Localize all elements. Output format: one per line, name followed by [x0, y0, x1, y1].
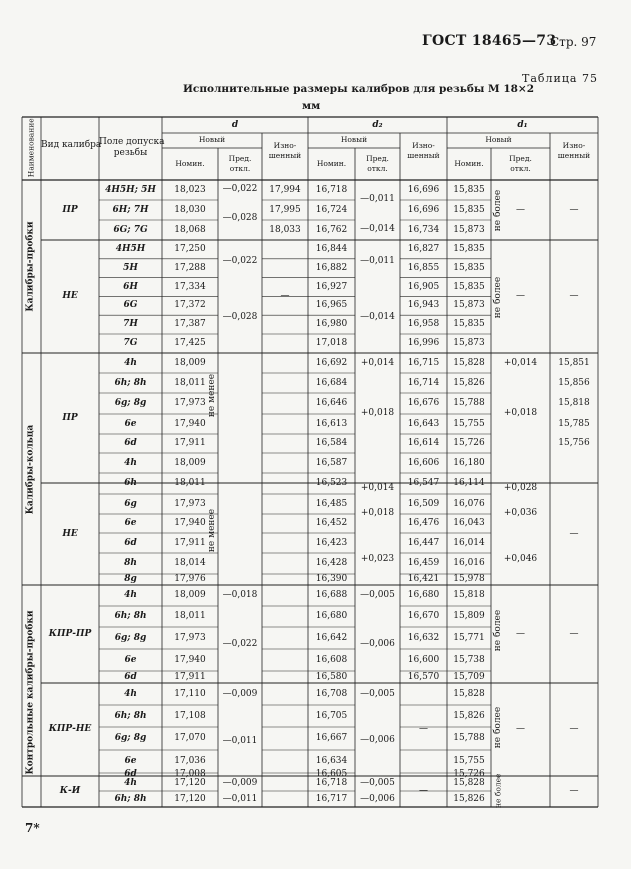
d1-nominal: 16,076 — [453, 498, 485, 509]
d1-nominal: 15,835 — [453, 262, 485, 273]
tolerance-cell: 6h; 8h — [114, 710, 147, 721]
d2-deviation: +0,014 — [360, 357, 395, 368]
d2-deviation: +0,023 — [360, 553, 395, 564]
footer-mark: 7* — [25, 821, 40, 835]
d-deviation: —0,022 — [222, 255, 258, 266]
dash-cell: — — [569, 786, 579, 796]
d2-worn: 16,421 — [407, 574, 440, 584]
d1-nominal: 15,818 — [453, 590, 485, 600]
col-header-name: Наименование — [26, 118, 36, 178]
units-label: мм — [302, 100, 321, 112]
d2-worn: 16,509 — [407, 498, 440, 509]
table-label: Таблица 75 — [522, 72, 598, 85]
d2-worn: 16,606 — [407, 457, 440, 468]
d-deviation: —0,022 — [222, 184, 258, 194]
kind-label: ПР — [62, 412, 78, 423]
d2-nominal: 16,680 — [315, 611, 348, 621]
d1-deviation: +0,036 — [503, 508, 538, 518]
group-label: Калибры-кольца — [25, 424, 36, 514]
tolerance-cell: 6e — [124, 418, 137, 429]
d-nominal: 17,911 — [174, 537, 206, 548]
d2-nominal: 16,717 — [315, 793, 348, 804]
group-label: Контрольные калибры-пробки — [25, 609, 36, 775]
d2-nominal: 16,980 — [315, 319, 348, 330]
kind-label: НЕ — [62, 291, 78, 301]
d1-deviation: +0,018 — [503, 407, 538, 418]
d2-deviation: —0,005 — [360, 778, 395, 788]
d-nominal: 17,911 — [174, 671, 206, 682]
tolerance-cell: 8h — [124, 558, 137, 568]
tolerance-cell: 6d — [124, 537, 137, 548]
d1-nominal: 15,738 — [453, 654, 485, 665]
dash-cell: — — [516, 724, 525, 734]
d-nominal: 17,973 — [174, 398, 206, 408]
dash-cell: — — [516, 628, 525, 639]
d1-worn: 15,856 — [558, 377, 590, 388]
col-header-d: d — [231, 119, 239, 130]
d-nominal: 17,120 — [174, 793, 206, 804]
tolerance-cell: 4h — [124, 688, 137, 699]
d1-nominal: 15,873 — [453, 338, 485, 348]
page-number: Стр. 97 — [550, 35, 597, 49]
d2-worn: 16,714 — [407, 377, 440, 388]
d-deviation: —0,011 — [222, 793, 258, 804]
d-nominal: 17,940 — [174, 518, 206, 528]
d2-nominal: 16,428 — [315, 558, 348, 568]
d2-nominal: 16,587 — [315, 457, 348, 468]
d1-nominal: 15,978 — [453, 574, 485, 584]
d1-nominal: 15,809 — [453, 611, 485, 621]
col-header-new: Новый — [198, 135, 226, 144]
kind-label: КПР-ПР — [48, 628, 92, 639]
kind-label: К-И — [59, 786, 81, 796]
d1-nominal: 15,826 — [453, 377, 485, 388]
d-nominal: 17,036 — [174, 756, 206, 766]
note-not-more: не более — [493, 773, 502, 808]
d2-deviation: —0,006 — [360, 793, 395, 804]
tolerance-cell: 4H5H; 5H — [105, 184, 156, 195]
tolerance-cell: 6e — [124, 654, 137, 665]
d2-worn: 16,476 — [407, 518, 440, 528]
d1-nominal: 15,828 — [453, 688, 485, 699]
d-nominal: 18,009 — [174, 357, 206, 368]
tolerance-cell: 6g — [124, 498, 137, 509]
tolerance-cell: 6h; 8h — [114, 611, 147, 621]
d1-nominal: 15,835 — [453, 319, 485, 330]
tolerance-cell: 6e — [124, 756, 137, 766]
d2-worn: 16,643 — [407, 418, 440, 429]
d2-deviation: —0,006 — [360, 639, 395, 649]
tolerance-cell: 6g; 8g — [114, 398, 147, 408]
d-nominal: 17,973 — [174, 498, 206, 509]
col-header-dev-2: откл. — [510, 163, 531, 173]
dash-cell: — — [419, 786, 428, 796]
d2-worn: 16,600 — [407, 654, 440, 665]
d2-nominal: 16,646 — [315, 398, 348, 408]
tolerance-cell: 6G; 7G — [113, 224, 148, 235]
d-nominal: 17,911 — [174, 438, 206, 448]
d1-nominal: 15,788 — [453, 733, 485, 743]
d1-deviation: +0,028 — [503, 483, 538, 493]
d2-nominal: 16,965 — [315, 300, 348, 311]
col-header-nom: Номин. — [175, 158, 205, 168]
d1-nominal: 15,835 — [453, 184, 485, 195]
d-nominal: 17,334 — [174, 281, 206, 292]
dash-cell: — — [280, 291, 290, 301]
col-header-worn-2: шенный — [268, 150, 302, 160]
d-nominal: 18,011 — [174, 478, 206, 488]
d-nominal: 17,120 — [174, 778, 206, 788]
d-nominal: 17,070 — [174, 733, 206, 743]
col-header-worn-2: шенный — [557, 150, 591, 160]
d1-nominal: 15,755 — [453, 418, 485, 429]
d-nominal: 18,009 — [174, 457, 206, 468]
d1-nominal: 15,726 — [453, 769, 485, 779]
d2-worn: 16,447 — [407, 537, 440, 548]
d-worn: 17,995 — [269, 204, 301, 215]
d2-nominal: 16,390 — [315, 574, 348, 584]
d-nominal: 18,011 — [174, 377, 206, 388]
d1-nominal: 15,755 — [453, 756, 485, 766]
d1-nominal: 15,835 — [453, 243, 485, 254]
d2-nominal: 16,724 — [315, 204, 348, 215]
d2-worn: 16,459 — [407, 558, 440, 568]
d2-worn: 16,734 — [407, 224, 440, 235]
d1-nominal: 15,873 — [453, 224, 485, 235]
d2-worn: 16,676 — [407, 398, 440, 408]
col-header-dev: Пред. — [509, 153, 532, 163]
d2-nominal: 16,605 — [315, 769, 348, 779]
d1-nominal: 16,014 — [453, 537, 485, 548]
d2-nominal: 16,423 — [315, 537, 348, 548]
d-nominal: 18,011 — [174, 611, 206, 621]
d1-worn: 15,818 — [558, 398, 590, 408]
d-nominal: 17,008 — [174, 769, 206, 779]
d-deviation: —0,022 — [222, 639, 258, 649]
d2-nominal: 16,642 — [315, 632, 348, 643]
tolerance-cell: 5H — [123, 262, 138, 273]
tolerance-cell: 6H; 7H — [112, 204, 149, 215]
dash-cell: — — [569, 528, 579, 539]
d1-nominal: 16,180 — [453, 457, 485, 468]
d1-nominal: 15,726 — [453, 438, 485, 448]
dash-cell: — — [569, 291, 579, 301]
tolerance-cell: 4h — [124, 357, 137, 368]
d1-nominal: 15,771 — [453, 632, 485, 643]
kind-label: КПР-НЕ — [48, 724, 92, 734]
col-header-nom: Номин. — [454, 158, 484, 168]
col-header-kind: Вид калибра — [41, 139, 102, 150]
note-not-less: не менее — [206, 508, 217, 552]
d1-nominal: 15,835 — [453, 204, 485, 215]
d1-nominal: 15,709 — [453, 671, 485, 682]
tolerance-cell: 6H — [123, 281, 138, 292]
d2-worn: 16,632 — [407, 632, 440, 643]
col-header-worn: Изно- — [562, 140, 586, 150]
d2-deviation: +0,018 — [360, 407, 395, 418]
d2-nominal: 16,613 — [315, 418, 348, 429]
tolerance-cell: 6d — [124, 671, 137, 682]
d-deviation: —0,018 — [222, 590, 258, 600]
tolerance-cell: 7H — [123, 319, 138, 330]
d1-nominal: 15,828 — [453, 778, 485, 788]
kind-label: НЕ — [62, 528, 78, 539]
d-nominal: 17,250 — [174, 243, 206, 254]
tolerance-cell: 4h — [124, 457, 137, 468]
note-not-more: не более — [492, 276, 503, 318]
d2-nominal: 16,762 — [315, 224, 348, 235]
d-nominal: 17,110 — [174, 688, 206, 699]
tolerance-cell: 6e — [124, 518, 137, 528]
col-header-dev: Пред. — [366, 153, 389, 163]
col-header-tol-2: резьбы — [113, 147, 148, 158]
d-deviation: —0,009 — [222, 689, 258, 699]
group-label: Калибры-пробки — [25, 220, 36, 312]
d2-deviation: —0,005 — [360, 688, 395, 699]
d2-worn: 16,547 — [407, 478, 440, 488]
dash-cell: — — [569, 204, 579, 215]
standard-number: ГОСТ 18465—73 — [422, 33, 557, 49]
tolerance-cell: 6g; 8g — [114, 632, 147, 643]
d1-nominal: 15,873 — [453, 300, 485, 311]
d-nominal: 17,108 — [174, 710, 206, 721]
d1-deviation: +0,014 — [503, 357, 538, 368]
d2-worn: 16,715 — [407, 357, 440, 368]
col-header-dev: Пред. — [228, 153, 252, 163]
d2-worn: 16,680 — [407, 590, 440, 600]
tolerance-cell: 7G — [123, 338, 138, 348]
d-deviation: —0,028 — [222, 312, 258, 322]
col-header-d1: d₁ — [517, 119, 528, 130]
note-not-more: не более — [492, 609, 503, 651]
col-header-worn-2: шенный — [407, 150, 440, 160]
d2-nominal: 17,018 — [315, 338, 348, 348]
d2-deviation: —0,014 — [360, 312, 395, 322]
tolerance-cell: 6G — [123, 300, 138, 311]
d2-worn: 16,570 — [407, 671, 440, 682]
d1-nominal: 16,114 — [453, 478, 485, 488]
col-header-dev-2: откл. — [367, 163, 388, 173]
d2-worn: 16,943 — [407, 300, 440, 311]
d1-nominal: 16,016 — [453, 558, 485, 568]
d2-nominal: 16,882 — [315, 262, 348, 273]
d1-nominal: 16,043 — [453, 518, 485, 528]
d2-nominal: 16,584 — [315, 438, 348, 448]
d2-deviation: —0,005 — [360, 590, 395, 600]
col-header-new: Новый — [340, 135, 368, 144]
d2-worn: 16,827 — [407, 243, 440, 254]
d2-worn: 16,958 — [407, 319, 440, 330]
d1-worn: 15,785 — [558, 418, 590, 429]
d2-worn: 16,670 — [407, 611, 440, 621]
col-header-dev-2: откл. — [229, 163, 251, 173]
d-deviation: —0,028 — [222, 213, 258, 223]
d2-nominal: 16,452 — [315, 518, 348, 528]
d2-nominal: 16,718 — [315, 184, 348, 195]
d2-worn: 16,614 — [407, 438, 440, 448]
table-title: Исполнительные размеры калибров для резьбы М 18×2 — [183, 83, 535, 95]
tolerance-cell: 8g — [124, 574, 137, 584]
d2-nominal: 16,523 — [315, 478, 348, 488]
d2-nominal: 16,927 — [315, 281, 348, 292]
d2-worn: 16,696 — [407, 204, 440, 215]
d2-nominal: 16,705 — [315, 710, 348, 721]
col-header-nom: Номин. — [316, 158, 347, 168]
tolerance-cell: 4h — [124, 590, 137, 600]
tolerance-cell: 6h; 8h — [114, 377, 147, 388]
tolerance-cell: 4h — [124, 778, 137, 788]
d2-deviation: —0,014 — [360, 223, 395, 234]
d-nominal: 17,372 — [174, 300, 206, 311]
d-worn: 17,994 — [269, 184, 301, 195]
col-header-tol: Поле допуска — [99, 136, 165, 147]
d-nominal: 17,976 — [174, 574, 206, 584]
d1-nominal: 15,826 — [453, 793, 485, 804]
dash-cell: — — [569, 724, 579, 734]
col-header-worn: Изно- — [273, 140, 297, 150]
d-worn: 18,033 — [269, 224, 301, 235]
col-header-worn: Изно- — [412, 140, 435, 150]
tolerance-cell: 6d — [124, 438, 137, 448]
d2-worn: 16,855 — [407, 262, 440, 273]
d2-nominal: 16,608 — [315, 654, 348, 665]
d2-worn: 16,696 — [407, 184, 440, 195]
d2-nominal: 16,718 — [315, 778, 348, 788]
dash-cell: — — [516, 204, 525, 215]
tolerance-cell: 6d — [124, 769, 137, 779]
d2-nominal: 16,580 — [315, 671, 348, 682]
d-nominal: 17,940 — [174, 654, 206, 665]
note-not-more: не более — [492, 189, 503, 231]
dash-cell: — — [419, 724, 428, 734]
d2-deviation: —0,011 — [360, 255, 395, 266]
d1-nominal: 15,828 — [453, 357, 485, 368]
kind-label: ПР — [62, 204, 78, 215]
d2-nominal: 16,708 — [315, 688, 348, 699]
d1-worn: 15,851 — [558, 357, 590, 368]
d2-nominal: 16,684 — [315, 377, 348, 388]
note-not-more: не более — [492, 706, 503, 748]
d-nominal: 17,940 — [174, 418, 206, 429]
d-nominal: 18,009 — [174, 590, 206, 600]
dash-cell: — — [516, 291, 525, 301]
d-nominal: 17,387 — [174, 319, 206, 330]
d-nominal: 18,068 — [174, 224, 206, 235]
col-header-new: Новый — [485, 135, 512, 144]
d2-worn: 16,905 — [407, 281, 440, 292]
d2-deviation: —0,006 — [360, 735, 395, 745]
d-nominal: 17,288 — [174, 262, 206, 273]
d2-deviation: +0,018 — [360, 508, 395, 518]
tolerance-cell: 6g; 8g — [114, 733, 147, 743]
d1-nominal: 15,835 — [453, 281, 485, 292]
d2-deviation: +0,014 — [360, 483, 395, 493]
d-nominal: 18,030 — [174, 204, 206, 215]
d2-nominal: 16,667 — [315, 733, 348, 743]
tolerance-cell: 6h; 8h — [114, 793, 147, 804]
note-not-less: не менее — [206, 373, 217, 417]
d2-nominal: 16,844 — [315, 243, 348, 254]
d2-nominal: 16,634 — [315, 756, 348, 766]
tolerance-cell: 6h — [124, 478, 137, 488]
tolerance-cell: 4H5H — [115, 243, 146, 254]
d-nominal: 17,973 — [174, 632, 206, 643]
d1-nominal: 15,788 — [453, 398, 485, 408]
col-header-d2: d₂ — [372, 119, 383, 130]
d1-worn: 15,756 — [558, 438, 590, 448]
d2-deviation: —0,011 — [360, 193, 395, 204]
d-nominal: 17,425 — [174, 338, 206, 348]
d-nominal: 18,023 — [174, 184, 206, 195]
d2-nominal: 16,688 — [315, 590, 348, 600]
d2-worn: 16,996 — [407, 338, 440, 348]
d-deviation: —0,009 — [222, 778, 258, 788]
d-deviation: —0,011 — [222, 735, 258, 746]
d2-nominal: 16,485 — [315, 498, 348, 509]
dash-cell: — — [569, 628, 579, 639]
d1-nominal: 15,826 — [453, 710, 485, 721]
d-nominal: 18,014 — [174, 558, 206, 568]
d1-deviation: +0,046 — [503, 553, 538, 564]
d2-nominal: 16,692 — [315, 357, 348, 368]
